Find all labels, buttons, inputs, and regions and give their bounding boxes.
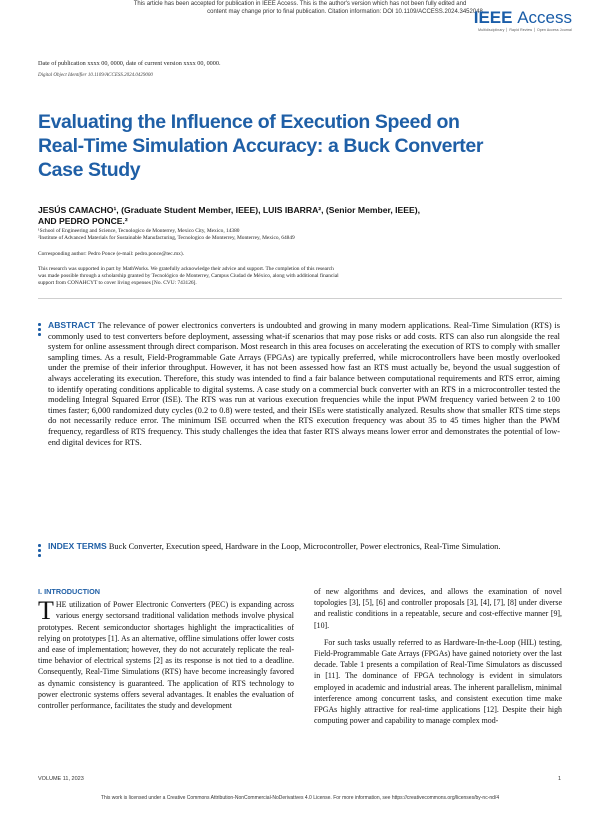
intro-col1-text: HE utilization of Power Electronic Converters (PEC) is expanding across various energy sectorsand traditional validation methods involve physical prototypes. Recent semiconductor shortages highlight the impracticalities of relying on prototypes [1]. As an alternative, offline simulations offer lower costs and ease of implementation; however, they do not accurately replicate the real-time behavior of electrical systems [2] as its response is not tied to a deadline. Consequently, Real-Time Simulations (RTS) have become increasingly favored as dynamic consistency is guaranteed. The application of RTS technology to power electronic systems offers several advantages. It enables the evaluation of controller performance, facilitates the study and development (38, 600, 294, 711)
intro-column-left (38, 586, 294, 711)
affiliation-1: ¹School of Engineering and Science, Tecnologico de Monterrey, Mexico City, Mexico, 14380 (38, 228, 240, 234)
abstract-marker-icon (38, 323, 43, 338)
funding-note (38, 266, 558, 287)
authors-line-2: AND PEDRO PONCE.² (38, 216, 128, 226)
abstract-text: The relevance of power electronics converters is undoubted and growing in many modern applications. Real-Time Simulation (RTS) is commonly used to test converters before deployment, assessing what-if scenarios that may pose risks or add costs. RTS can also run alongside the real system for online assessment through direct comparison. Most research in this area focuses on accelerating the execution of RTS to comply with smaller sampling times. As a result, Field-Programmable Gate Arrays (FPGAs) are typically preferred, while microcontrollers have been mostly overlooked under the premise of their inferior throughput. However, it has not been assessed how fast an RTS must actually be, beyond the usual suggestion of always accelerating its execution. Therefore, this study was intended to find a fair balance between computational requirements and RTS error, aiming to identify operating conditions applicable to digital systems. A case study on a commercial buck converter with an RTS in a microcontroller tested the modeling Integral Squared Error (ISE). The RTS was run at various execution frequencies while the input PWM frequency varied between 2 to 100 times faster; 6,000 randomized duty cycles (0.2 to 0.8) were tested, and their ISEs were statistically analyzed. Results show that smaller RTS time steps do not necessarily reduce error. The minimum ISE occurred when the RTS execution frequency was about 35 to 45 times higher than the PWM frequency, regardless of RTS frequency. This study challenges the idea that faster RTS always means lower error and demonstrates the potential of low-end digital devices for RTS. (48, 321, 560, 447)
abstract-section (38, 320, 560, 448)
index-terms-marker-icon (38, 544, 43, 559)
drop-cap: T (38, 596, 54, 626)
banner-line-2: content may change prior to final publication. Citation information: DOI 10.1109/ACCESS.2024.3452048 (207, 9, 483, 15)
index-terms-section (38, 541, 560, 553)
paper-title (38, 110, 558, 182)
logo-tagline: Multidisciplinary ⎪ Rapid Review ⎪ Open Access Journal (478, 28, 572, 32)
intro-col2-text-a: of new algorithms and devices, and allows the examination of novel topologies [3], [5], [6] and controller proposals [3], [4], [7], [8] under diverse and realistic conditions in a repeatable, secure and cost-effective manner [9], [10]. (314, 587, 562, 630)
banner-line-1: This article has been accepted for publication in IEEE Access. This is the author's version which has not been fully edited and (133, 1, 467, 7)
abstract-paragraph (48, 320, 560, 448)
footer-license: This work is licensed under a Creative Commons Attribution-NonCommercial-NoDerivatives 4.0 License. For more information, see https://creativecommons.org/licenses/by-nc-nd/4 (100, 795, 500, 801)
doi-line: Digital Object Identifier 10.1109/ACCESS.2024.0429000 (38, 73, 153, 78)
section-divider (38, 298, 562, 299)
index-terms-paragraph (48, 541, 560, 553)
title-line-2: Real-Time Simulation Accuracy: a Buck Converter (38, 135, 484, 157)
corresponding-author: Corresponding author: Pedro Ponce (e-mail: pedro.ponce@tec.mx). (38, 251, 184, 257)
index-terms-label: INDEX TERMS (48, 541, 107, 551)
footer-volume: VOLUME 11, 2023 (38, 776, 84, 782)
publication-date: Date of publication xxxx 00, 0000, date of current version xxxx 00, 0000. (38, 60, 221, 67)
funding-line-3: support from CONAHCYT to cover living expenses [No. CVU: 743126]. (38, 280, 197, 286)
abstract-label: ABSTRACT (48, 320, 96, 330)
title-line-3: Case Study (38, 159, 141, 181)
footer-page-number: 1 (558, 776, 562, 782)
ieee-access-logo (474, 8, 572, 32)
funding-line-1: This research was supported in part by MathWorks. We gratefully acknowledge their advice and support. The completion of this research (38, 266, 334, 272)
intro-heading: I. INTRODUCTION (38, 587, 101, 596)
index-terms-text: Buck Converter, Execution speed, Hardware in the Loop, Microcontroller, Power electronics, Real-Time Simulation. (108, 542, 501, 551)
intro-col2-text-b: For such tasks usually referred to as Hardware-In-the-Loop (HIL) testing, Field-Programmable Gate Arrays (FPGAs) have gained notoriety over the last decade. Table 1 presents a compilation of Real-Time Simulators as discussed in [11]. The dominance of FPGA technology is evident in simulators employed in academic and industrial areas. The inherent parallelism, minimal interference among concurrent tasks, and consistent execution time make FPGAs highly attractive for real-time applications [12]. Despite their high computing power and capability to manage complex mod- (314, 637, 562, 726)
author-list (38, 205, 558, 227)
intro-column-right (314, 586, 562, 726)
affiliation-2: ²Institute of Advanced Materials for Sustainable Manufacturing, Tecnologico de Monterrey, Monterrey, Mexico, 64849 (38, 235, 295, 241)
affiliations (38, 228, 558, 242)
logo-access: Access (517, 8, 572, 27)
authors-line-1: JESÚS CAMACHO¹, (Graduate Student Member, IEEE), LUIS IBARRA², (Senior Member, IEEE), (38, 205, 420, 215)
funding-line-2: was made possible through a scholarship granted by Tecnológico de Monterrey, Campus Ciudad de México, along with additional financial (38, 273, 339, 279)
title-line-1: Evaluating the Influence of Execution Speed on (38, 111, 460, 133)
logo-ieee: IEEE (473, 8, 513, 27)
